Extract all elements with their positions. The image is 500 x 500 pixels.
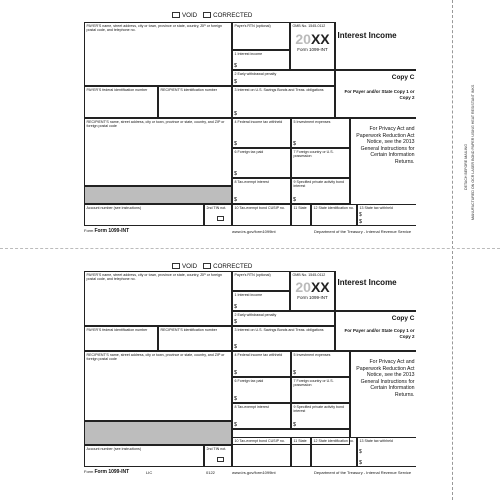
box13-state-withheld[interactable]: 13 State tax withheld $ $ xyxy=(357,204,416,226)
box7-foreign-country[interactable]: 7 Foreign country or U.S. possession xyxy=(291,148,350,178)
box2-early-withdrawal[interactable]: 2 Early withdrawal penalty $ xyxy=(232,70,335,86)
void-corrected-row xyxy=(172,11,252,20)
box4-federal-withheld[interactable]: 4 Federal income tax withheld $ xyxy=(232,118,291,148)
box11-state[interactable]: 11 State xyxy=(291,204,311,226)
box9-private-activity[interactable]: 9 Specified private activity bond interest $ xyxy=(291,178,350,204)
box6-foreign-tax-paid-2[interactable]: 6 Foreign tax paid $ xyxy=(232,377,291,403)
box9-private-activity-2[interactable]: 9 Specified private activity bond interest $ xyxy=(291,403,350,429)
corrected-checkbox[interactable]: CORRECTED xyxy=(203,12,252,19)
form-title: Interest Income xyxy=(335,22,416,70)
void-checkbox-2[interactable]: VOID xyxy=(172,263,197,270)
footer-url-2: www.irs.gov/form1099int xyxy=(232,470,276,475)
recipient-tin-box-2[interactable]: RECIPIENT'S identification number xyxy=(158,326,232,351)
horizontal-divider xyxy=(0,248,500,249)
payer-name-box-2[interactable]: PAYER'S name, street address, city or town, province or state, country, ZIP or foreign postal code, and telephone no. xyxy=(84,271,232,326)
box8-tax-exempt[interactable]: 8 Tax-exempt interest $ xyxy=(232,178,291,204)
box7-foreign-country-2[interactable]: 7 Foreign country or U.S. possession xyxy=(291,377,350,403)
box13-state-withheld-2[interactable]: 13 State tax withheld $ $ xyxy=(357,437,416,467)
void-corrected-row-2 xyxy=(172,262,252,271)
void-checkbox[interactable]: VOID xyxy=(172,12,197,19)
box8-tax-exempt-2[interactable]: 8 Tax-exempt interest $ xyxy=(232,403,291,429)
account-number-box[interactable]: Account number (see instructions) xyxy=(84,204,204,226)
recipient-name-box-2[interactable]: RECIPIENT'S name, street address, city or town, province or state, country, and ZIP or foreign postal code xyxy=(84,351,232,421)
box4-federal-withheld-2[interactable]: 4 Federal income tax withheld $ xyxy=(232,351,291,377)
footer-code: 0122 xyxy=(206,470,215,475)
box11-state-2[interactable]: 11 State xyxy=(291,437,311,467)
account-number-box-2[interactable]: Account number (see instructions) xyxy=(84,445,204,467)
payer-rtn-box[interactable]: Payer's RTN (optional) xyxy=(232,22,290,50)
payer-tin-box-2[interactable]: PAYER'S federal identification number xyxy=(84,326,158,351)
box6-foreign-tax-paid[interactable]: 6 Foreign tax paid $ xyxy=(232,148,291,178)
perforation-line xyxy=(452,0,453,500)
copy-c-box: Copy C For Payer and/or State Copy 1 or Copy 2 xyxy=(335,70,416,118)
footer-dept: Department of the Treasury - Internal Revenue Service xyxy=(314,229,412,234)
footer-url: www.irs.gov/form1099int xyxy=(232,229,276,234)
recipient-name-box[interactable]: RECIPIENT'S name, street address, city or town, province or state, country, and ZIP or foreign postal code xyxy=(84,118,232,186)
footer-dept-2: Department of the Treasury - Internal Revenue Service xyxy=(314,470,412,475)
payer-tin-box[interactable]: PAYER'S federal identification number xyxy=(84,86,158,118)
box5-investment-expenses-2[interactable]: 5 Investment expenses $ xyxy=(291,351,350,377)
payer-name-box[interactable]: PAYER'S name, street address, city or town, province or state, country, ZIP or foreign postal code, and telephone no. xyxy=(84,22,232,86)
box2-early-withdrawal-2[interactable]: 2 Early withdrawal penalty $ xyxy=(232,311,335,326)
footer-form-2: Form Form 1099-INT xyxy=(84,469,130,475)
box5-investment-expenses[interactable]: 5 Investment expenses $ xyxy=(291,118,350,148)
second-tin-box-2[interactable]: 2nd TIN not. xyxy=(204,445,232,467)
footer-form: Form Form 1099-INT xyxy=(84,228,130,234)
box12-state-id[interactable]: 12 State identification no. xyxy=(311,204,357,226)
box10-cusip-2[interactable]: 10 Tax-exempt bond CUSIP no. xyxy=(232,437,291,467)
footer-lic: LIC xyxy=(146,470,153,475)
form-title-2: Interest Income xyxy=(335,271,416,311)
second-tin-box[interactable]: 2nd TIN not. xyxy=(204,204,232,226)
shaded-area-2 xyxy=(84,421,232,445)
recipient-tin-box[interactable]: RECIPIENT'S identification number xyxy=(158,86,232,118)
shaded-area xyxy=(84,186,232,204)
box3-savings-bonds[interactable]: 3 Interest on U.S. Savings Bonds and Treas. obligations $ xyxy=(232,86,335,118)
box10-cusip[interactable]: 10 Tax-exempt bond CUSIP no. xyxy=(232,204,291,226)
corrected-checkbox-2[interactable]: CORRECTED xyxy=(203,263,252,270)
payer-rtn-box-2[interactable]: Payer's RTN (optional) xyxy=(232,271,290,291)
detach-notice: DETACH BEFORE MAILING xyxy=(464,143,468,190)
omb-year-box: OMB No. 1545-0112 20XX Form 1099-INT xyxy=(290,22,335,70)
box1-interest-income[interactable]: 1 Interest income $ xyxy=(232,50,290,70)
box12-state-id-2[interactable]: 12 State identification no. xyxy=(311,437,357,467)
privacy-notice-2: For Privacy Act and Paperwork Reduction Act Notice, see the 2013 General Instructions for Certain Information Returns. xyxy=(350,351,416,437)
box1-interest-income-2[interactable]: 1 Interest income $ xyxy=(232,291,290,311)
copy-c-box-2: Copy C For Payer and/or State Copy 1 or Copy 2 xyxy=(335,311,416,351)
omb-year-box-2: OMB No. 1545-0112 20XX Form 1099-INT xyxy=(290,271,335,311)
box3-savings-bonds-2[interactable]: 3 Interest on U.S. Savings Bonds and Treas. obligations $ xyxy=(232,326,335,351)
privacy-notice: For Privacy Act and Paperwork Reduction Act Notice, see the 2013 General Instructions for Certain Information Returns. xyxy=(350,118,416,204)
manufactured-notice: MANUFACTURED ON OCR LASER BOND PAPER USING HEAT RESISTANT INKS xyxy=(471,84,475,220)
